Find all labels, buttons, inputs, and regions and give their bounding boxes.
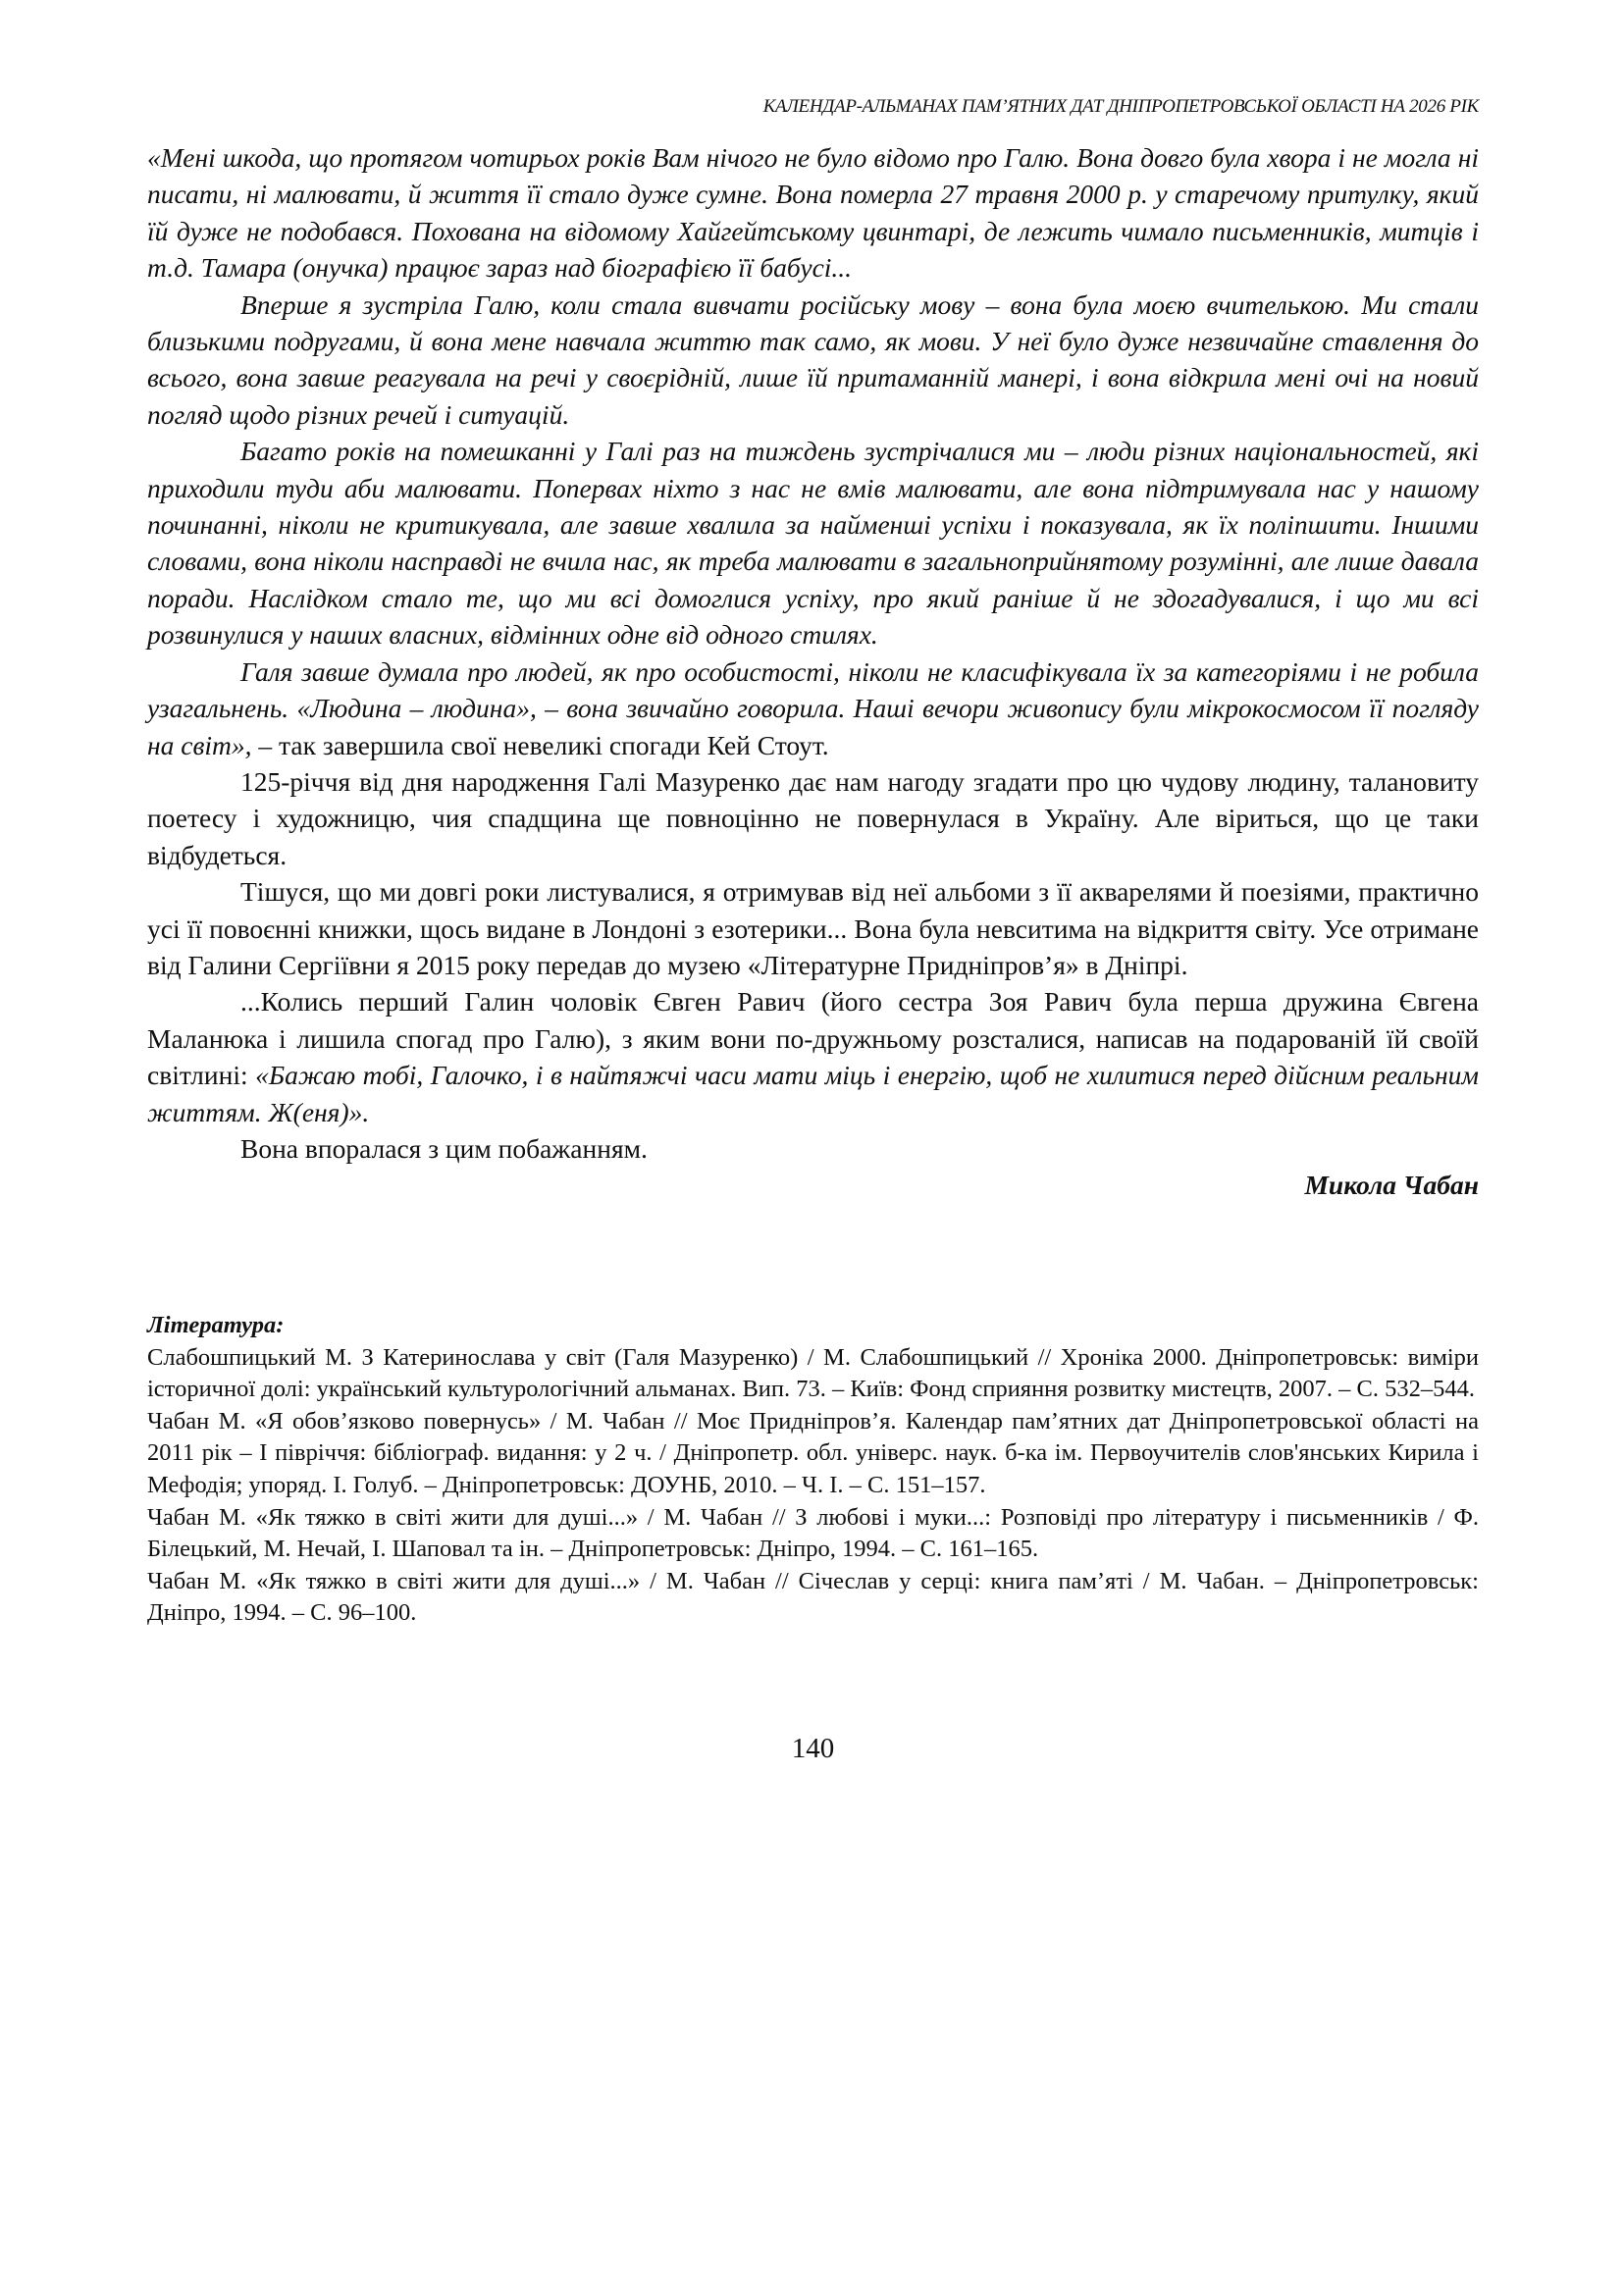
running-header: КАЛЕНДАР-АЛЬМАНАХ ПАМ’ЯТНИХ ДАТ ДНІПРОПЕТРОВСЬКОЇ ОБЛАСТІ НА 2026 РІК (762, 96, 1479, 117)
husband-paragraph (147, 983, 1479, 1130)
literature-entry: Чабан М. «Як тяжко в світі жити для душі...» / М. Чабан // З любові і муки...: Розповіді про літературу і письменників / Ф. Білецький, М. Нечай, І. Шаповал та ін. – Дніпропетровськ: Дніпро, 1994. – С. 161–165. (147, 1503, 1479, 1563)
quote-paragraph-4 (147, 653, 1479, 763)
author-signature: Микола Чабан (1304, 1170, 1479, 1201)
husband-paragraph-text: ...Колись перший Галин чоловік Євген Равич (його сестра Зоя Равич була перша дружина Євгена Маланюка і лишила спогад про Галю), з яким вони по-дружньому розсталися, написав на подарованій їй своїй світлині: (147, 986, 1479, 1091)
closing-paragraph: Вона впоралася з цим побажанням. (240, 1132, 648, 1164)
literature-entry: Чабан М. «Як тяжко в світі жити для душі...» / М. Чабан // Січеслав у серці: книга пам’яті / М. Чабан. – Дніпропетровськ: Дніпро, 1994. – С. 96–100. (147, 1567, 1479, 1627)
anniversary-paragraph: 125-річчя від дня народження Галі Мазуренко дає нам нагоду згадати про цю чудову людину, талановиту поетесу і художницю, чия спадщина ще повноцінно не повернулася в Україну. Але віриться, що це таки відбудеться. (147, 765, 1479, 870)
literature-heading: Література: (147, 1312, 285, 1338)
quote-paragraph-4-attribution: – так завершила свої невеликі спогади Кей Стоут. (251, 729, 829, 760)
literature-section (147, 1310, 1479, 1630)
page-number: 140 (791, 1733, 835, 1764)
quote-paragraph-2: Вперше я зустріла Галю, коли стала вивчати російську мову – вона була моєю вчителькою. Ми стали близькими подругами, й вона мене навчала життю так само, як мови. У неї було дуже незвичайне ставлення до всього, вона завше реагувала на речі у своєрідній, лише їй притаманній манері, і вона відкрила мені очі на новий погляд щодо різних речей і ситуацій. (147, 288, 1479, 430)
inscription-quote: «Бажаю тобі, Галочко, і в найтяжчі часи мати міць і енергію, щоб не хилитися перед дійсним реальним життям. Ж(еня)». (147, 1060, 1479, 1127)
quote-paragraph-4-italic: Галя завше думала про людей, як про особистості, ніколи не класифікувала їх за категоріями і не робила узагальнень. «Людина – людина», – вона звичайно говорила. Наші вечори живопису були мікрокосмосом її погляду на світ», (147, 655, 1479, 760)
literature-entry: Слабошпицький М. З Катеринослава у світ (Галя Мазуренко) / М. Слабошпицький // Хроніка 2000. Дніпропетровськ: виміри історичної долі: український культурологічний альманах. Вип. 73. – Київ: Фонд сприяння розвитку мистецтв, 2007. – С. 532–544. (147, 1343, 1479, 1403)
letters-paragraph: Тішуся, що ми довгі роки листувалися, я отримував від неї альбоми з її акварелями й поезіями, практично усі її повоєнні книжки, щось видане в Лондоні з езотерики... Вона була невситима на відкриття світу. Усе отримане від Галини Сергіївни я 2015 року передав до музею «Літературне Придніпров’я» в Дніпрі. (147, 876, 1479, 980)
quote-paragraph-3: Багато років на помешканні у Галі раз на тиждень зустрічалися ми – люди різних національностей, які приходили туди аби малювати. Поперваx ніхто з нас не вмів малювати, але вона підтримувала нас у нашому починанні, ніколи не критикувала, але завше хвалила за найменші успіхи і показувала, як їх поліпшити. Іншими словами, вона ніколи насправді не вчила нас, як треба малювати в загальноприйнятому розумінні, але лише давала поради. Наслідком стало те, що ми всі домоглися успіху, про який раніше й не здогадувалися, і що ми всі розвинулися у наших власних, відмінних одне від одного стилях. (147, 436, 1479, 651)
literature-entry: Чабан М. «Я обов’язково повернусь» / М. Чабан // Моє Придніпров’я. Календар пам’ятних дат Дніпропетровської області на 2011 рік – І півріччя: бібліограф. видання: у 2 ч. / Дніпропетр. обл. універс. наук. б-ка ім. Первоучителів слов'янських Кирила і Мефодія; упоряд. І. Голуб. – Дніпропетровськ: ДОУНБ, 2010. – Ч. І. – С. 151–157. (147, 1407, 1479, 1498)
article-body (147, 139, 1479, 1204)
quote-paragraph-1: «Мені шкода, що протягом чотирьох років Вам нічого не було відомо про Галю. Вона довго була хвора і не могла ні писати, ні малювати, й життя її стало дуже сумне. Вона померла 27 травня 2000 р. у старечому притулку, який їй дуже не подобався. Похована на відомому Хайгейтському цвинтарі, де лежить чимало письменників, митців і т.д. Тамара (онучка) працює зараз над біографією її бабусі... (147, 142, 1479, 284)
